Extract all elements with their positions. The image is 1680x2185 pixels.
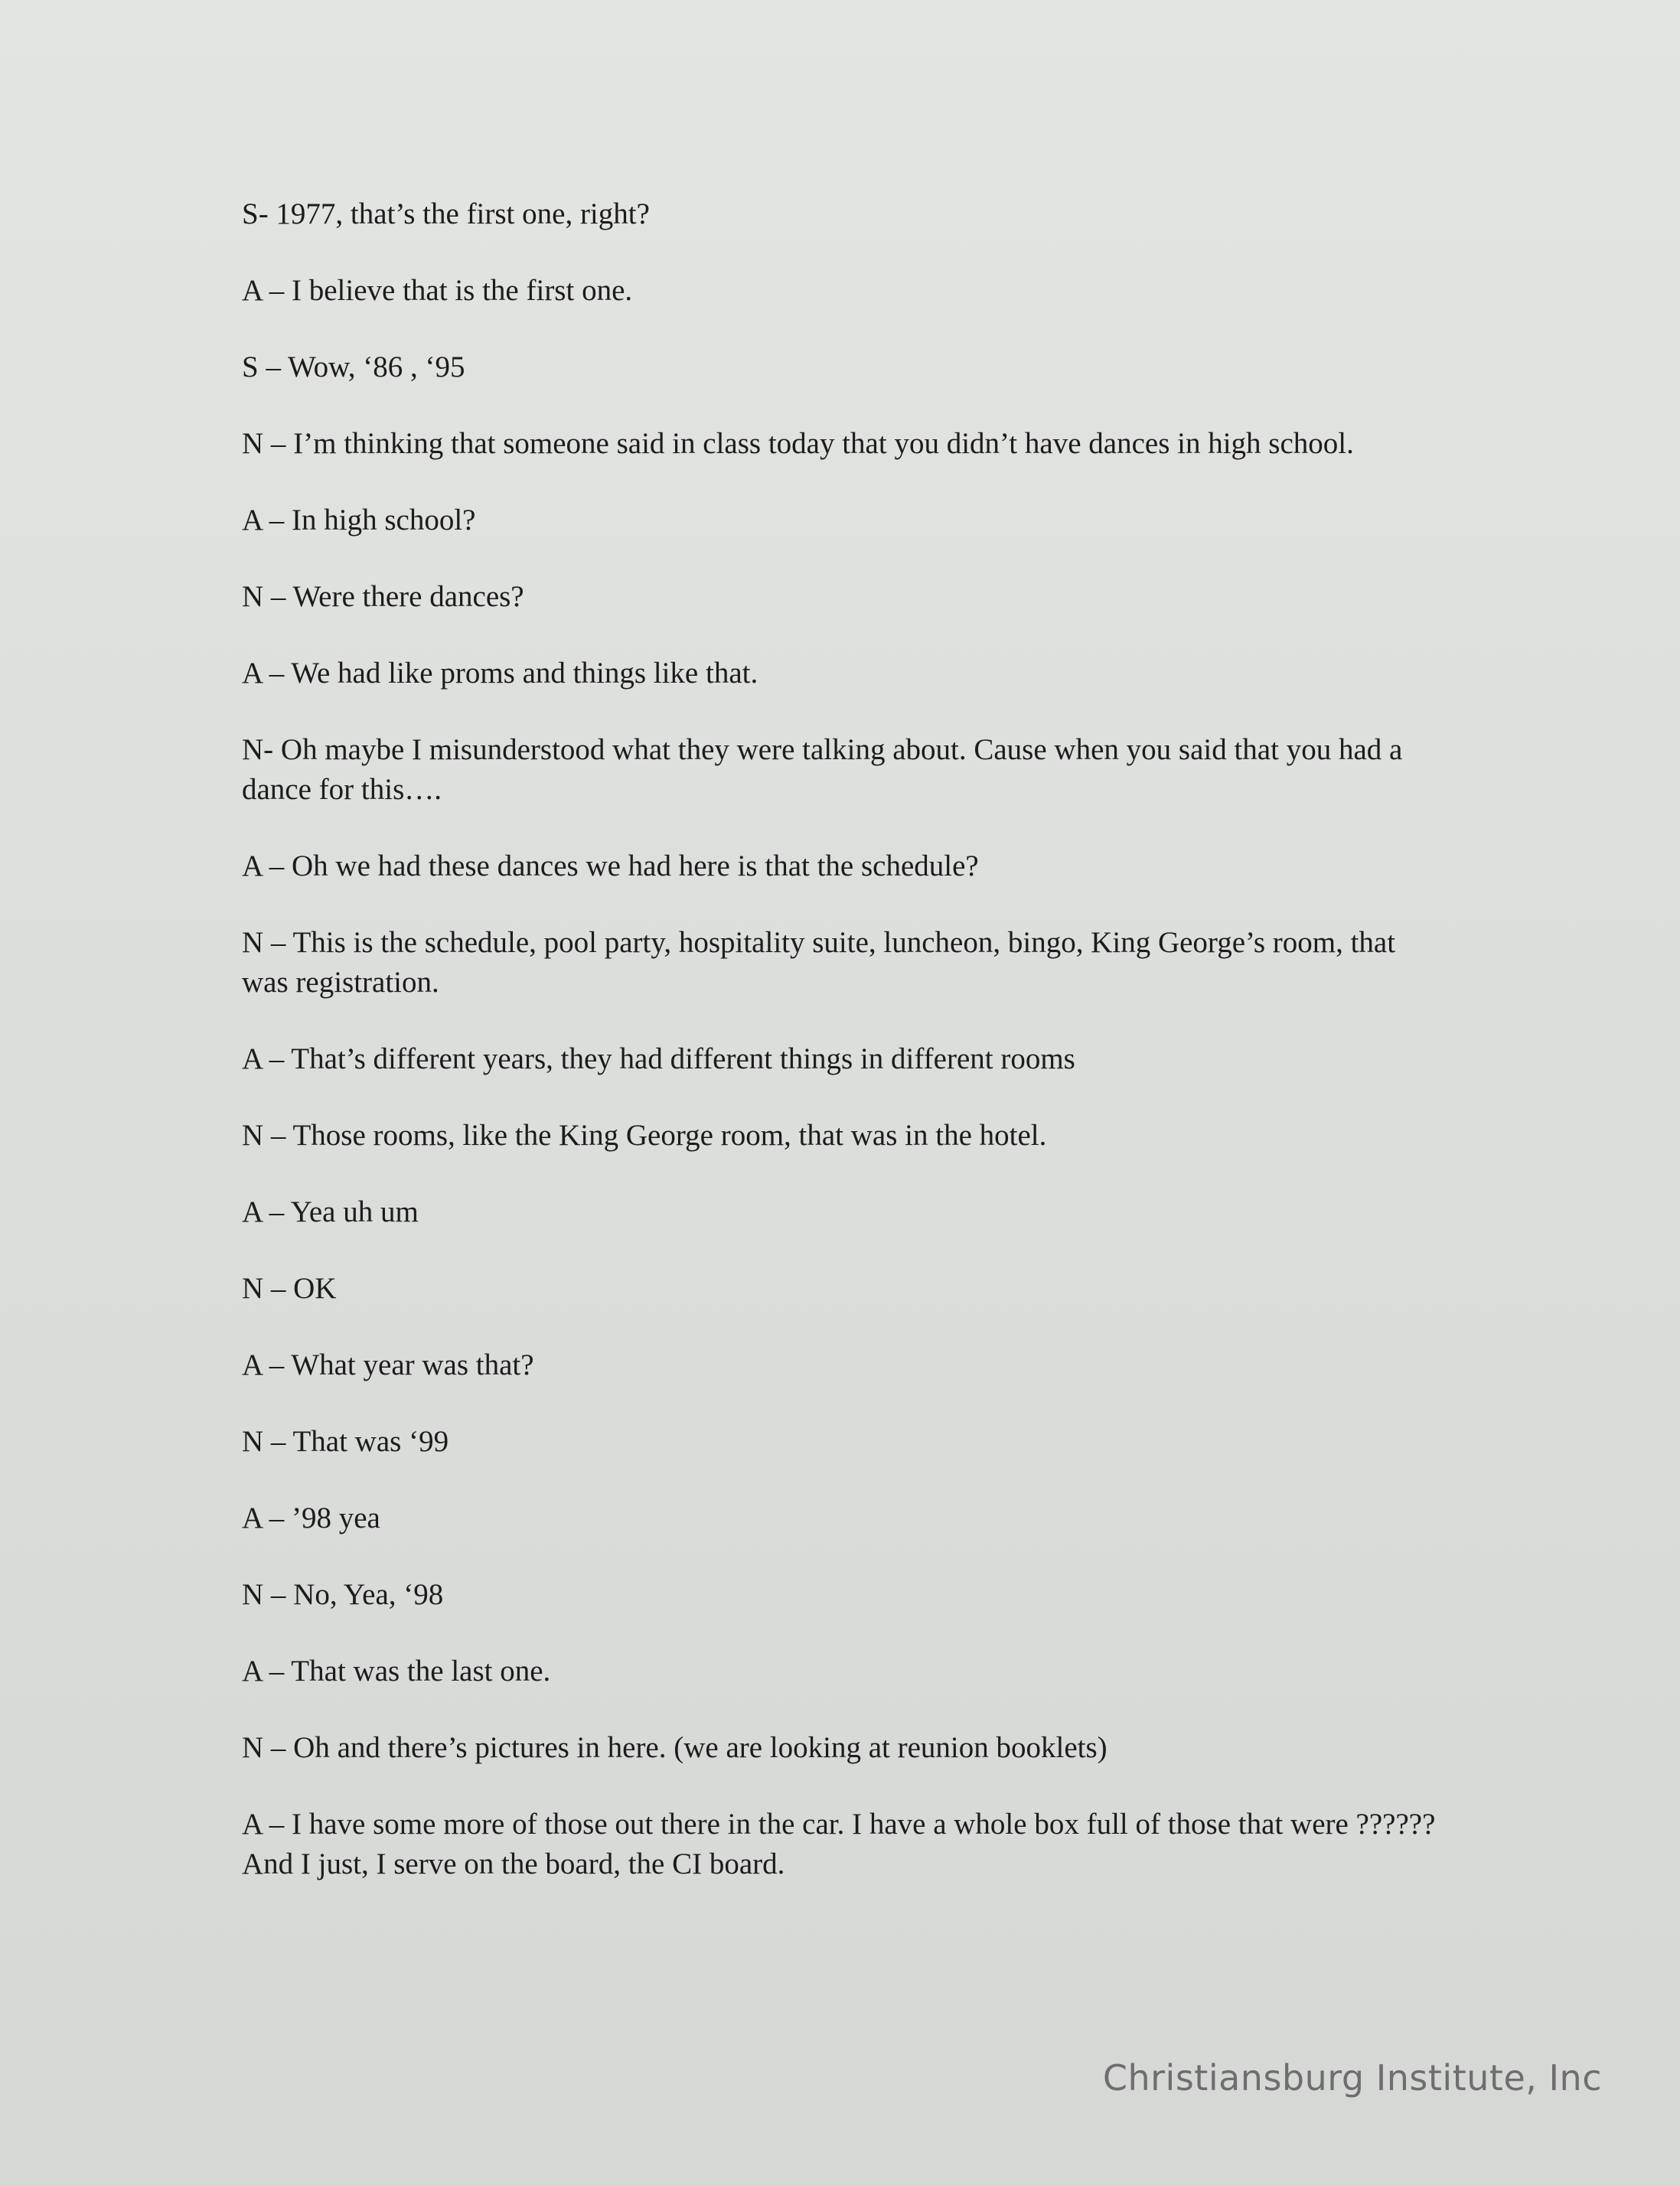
transcript-line: A – ’98 yea <box>242 1502 380 1534</box>
transcript-line: A – That’s different years, they had different things in different rooms <box>242 1042 1075 1075</box>
transcript-line: A – In high school? <box>242 504 476 536</box>
transcript-line: N – Those rooms, like the King George room, that was in the hotel. <box>242 1119 1047 1152</box>
transcript-line: A – That was the last one. <box>242 1655 551 1688</box>
transcript-line: A – I have some more of those out there in the car. I have a whole box full of those that were ?????? And I just, I serve on the board, the CI board. <box>242 1808 1436 1880</box>
transcript-line: N – I’m thinking that someone said in class today that you didn’t have dances in high school. <box>242 427 1354 460</box>
transcript-line: A – We had like proms and things like that. <box>242 657 758 690</box>
transcript-line: S- 1977, that’s the first one, right? <box>242 197 650 230</box>
transcript-line: A – I believe that is the first one. <box>242 274 633 307</box>
transcript-line: N – Were there dances? <box>242 580 524 613</box>
transcript-line: N – That was ‘99 <box>242 1425 449 1458</box>
transcript-line: S – Wow, ‘86 , ‘95 <box>242 351 465 383</box>
transcript-line: A – Oh we had these dances we had here is that the schedule? <box>242 850 979 882</box>
transcript-line: N- Oh maybe I misunderstood what they were talking about. Cause when you said that you had a dance for this…. <box>242 733 1403 806</box>
transcript-line: A – What year was that? <box>242 1349 534 1381</box>
transcript-line: A – Yea uh um <box>242 1195 419 1228</box>
watermark-text: Christiansburg Institute, Inc <box>1102 2057 1602 2099</box>
transcript-line: N – No, Yea, ‘98 <box>242 1578 444 1611</box>
transcript-line: N – Oh and there’s pictures in here. (we are looking at reunion booklets) <box>242 1731 1107 1764</box>
transcript-line: N – This is the schedule, pool party, hospitality suite, luncheon, bingo, King George’s room, that was registration. <box>242 926 1396 999</box>
transcript-line: N – OK <box>242 1272 337 1305</box>
interview-transcript <box>242 194 1436 1921</box>
